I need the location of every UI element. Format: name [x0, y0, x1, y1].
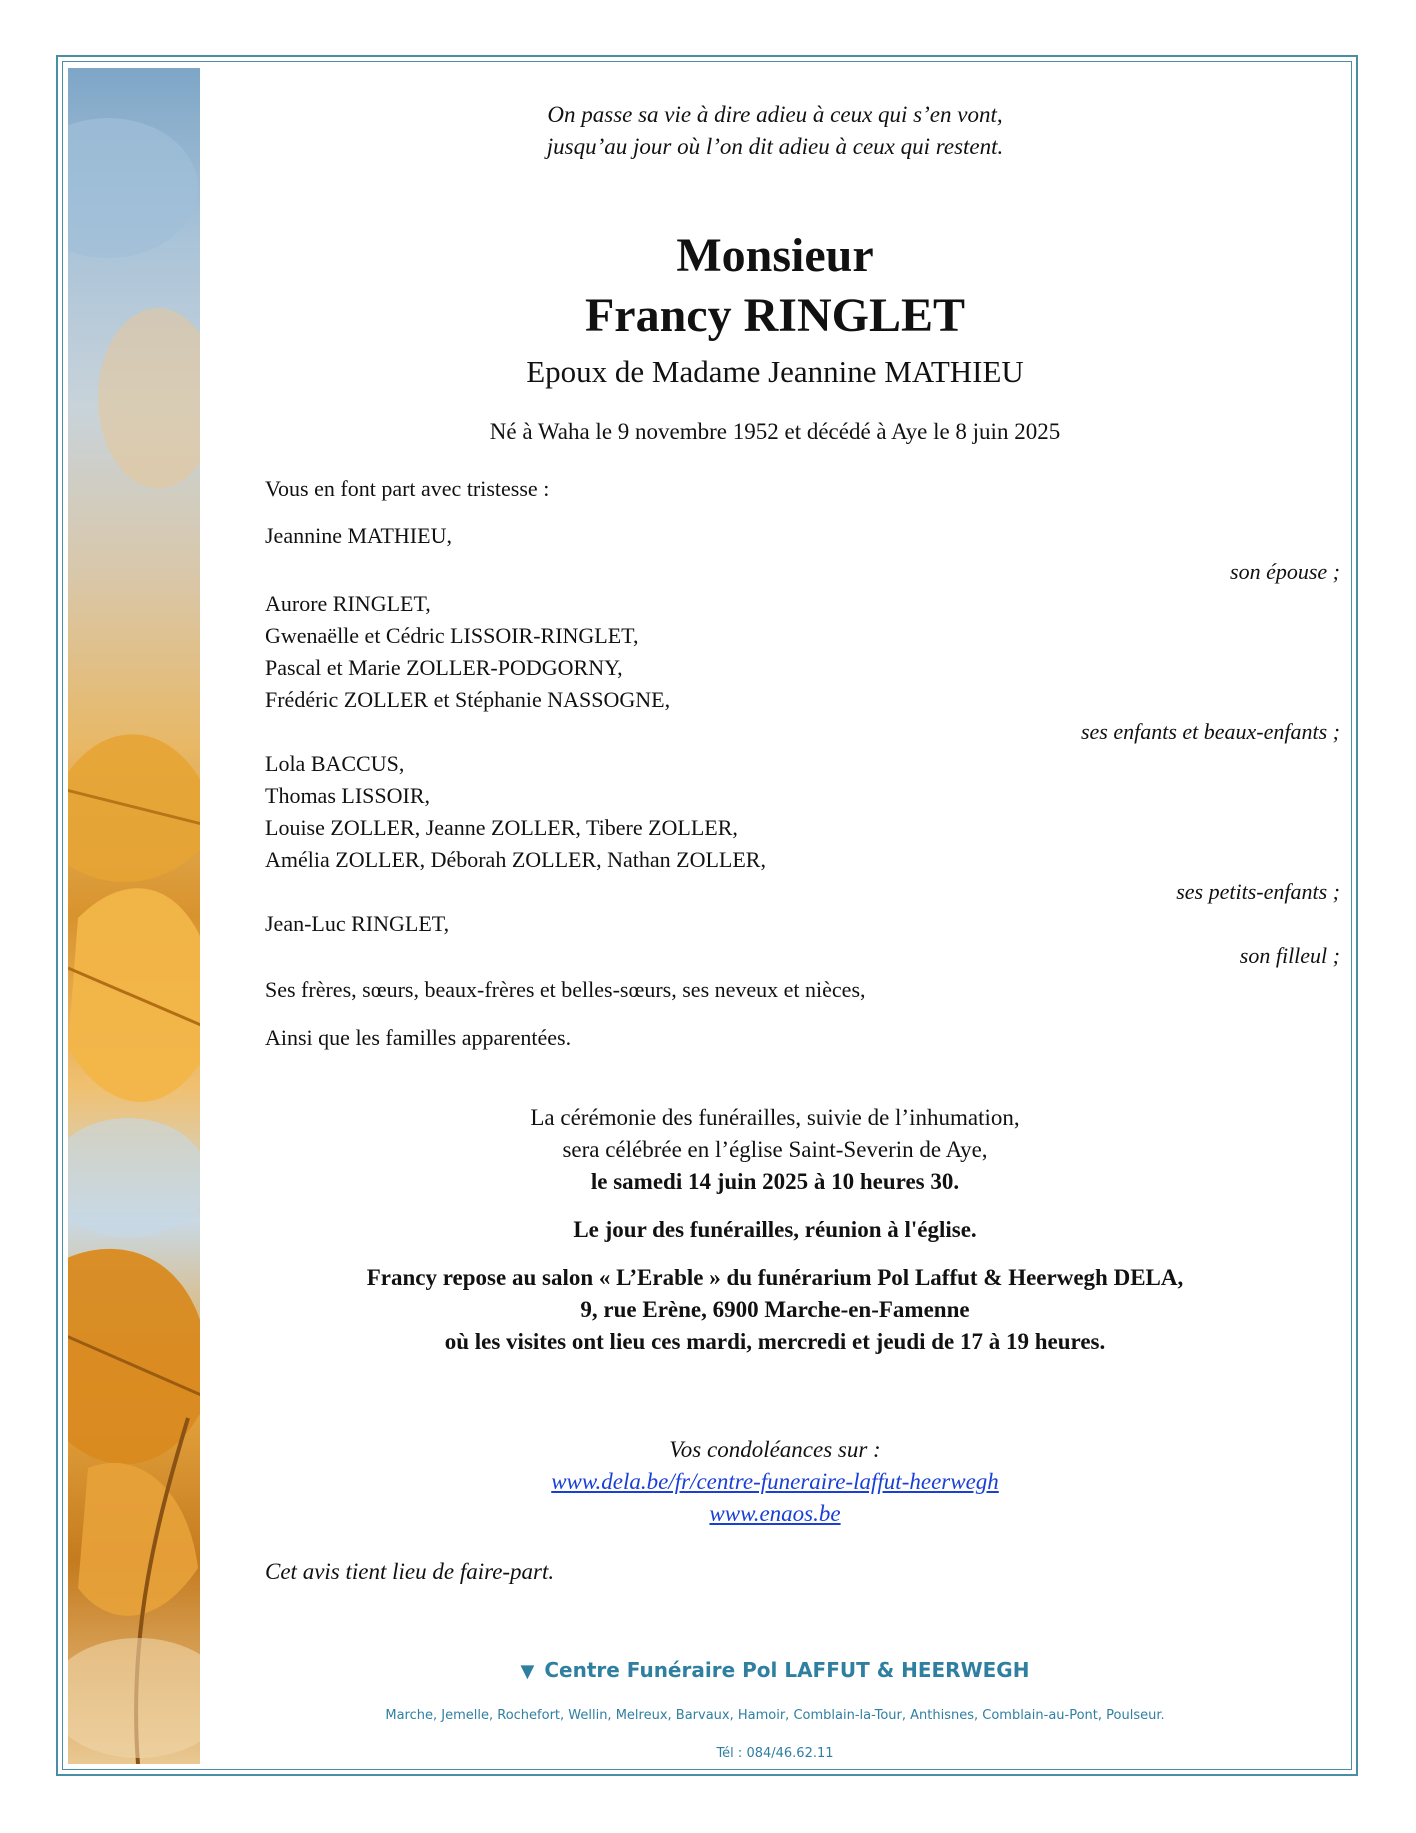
family-name: Amélia ZOLLER, Déborah ZOLLER, Nathan ZOLLER, — [265, 847, 766, 872]
condolences-link-container — [210, 1501, 1340, 1527]
family-name: Louise ZOLLER, Jeanne ZOLLER, Tibere ZOLLER, — [265, 815, 738, 840]
footer-company-name: Centre Funéraire Pol LAFFUT & HEERWEGH — [544, 1658, 1030, 1682]
condolences-link-container — [210, 1469, 1340, 1495]
birth-death-dates: Né à Waha le 9 novembre 1952 et décédé à Aye le 8 juin 2025 — [489, 419, 1061, 444]
footer-phone: Tél : 084/46.62.11 — [716, 1746, 834, 1761]
family-relation: ses petits-enfants ; — [1176, 879, 1340, 904]
family-name: Thomas LISSOIR, — [265, 783, 430, 808]
quote-line-2: jusqu’au jour où l’on dit adieu à ceux qui restent. — [546, 134, 1004, 159]
footer-locations: Marche, Jemelle, Rochefort, Wellin, Melreux, Barvaux, Hamoir, Comblain-la-Tour, Anthisnes, Comblain-au-Pont, Poulseur. — [385, 1708, 1165, 1723]
condolences-link-enaos[interactable]: www.enaos.be — [709, 1501, 841, 1526]
ceremony-datetime: le samedi 14 juin 2025 à 10 heures 30. — [590, 1169, 960, 1194]
announcement-intro: Vous en font part avec tristesse : — [265, 476, 550, 501]
quote-line-1: On passe sa vie à dire adieu à ceux qui s’en vont, — [547, 102, 1003, 127]
resting-place-address: 9, rue Erène, 6900 Marche-en-Famenne — [580, 1297, 970, 1322]
ceremony-line-2: sera célébrée en l’église Saint-Severin de Aye, — [562, 1137, 988, 1162]
family-relation: son filleul ; — [1239, 943, 1340, 968]
family-relation: ses enfants et beaux-enfants ; — [1080, 719, 1340, 744]
family-name: Pascal et Marie ZOLLER-PODGORNY, — [265, 655, 623, 680]
condolences-label: Vos condoléances sur : — [669, 1437, 881, 1462]
condolences-link-dela[interactable]: www.dela.be/fr/centre-funeraire-laffut-heerwegh — [551, 1469, 999, 1494]
resting-place-line-1: Francy repose au salon « L’Erable » du funérarium Pol Laffut & Heerwegh DELA, — [366, 1265, 1184, 1290]
deceased-title: Monsieur — [676, 229, 874, 282]
obituary-content — [210, 68, 1340, 1764]
spouse-line: Epoux de Madame Jeannine MATHIEU — [526, 354, 1024, 389]
notice-text: Cet avis tient lieu de faire-part. — [265, 1559, 555, 1584]
deceased-name: Francy RINGLET — [584, 289, 965, 342]
family-name: Jean-Luc RINGLET, — [265, 911, 450, 936]
family-relation: son épouse ; — [1230, 559, 1340, 584]
visiting-hours: où les visites ont lieu ces mardi, mercredi et jeudi de 17 à 19 heures. — [444, 1329, 1106, 1354]
autumn-leaves-image — [68, 68, 200, 1764]
related-families: Ainsi que les familles apparentées. — [265, 1025, 572, 1050]
meeting-info: Le jour des funérailles, réunion à l'église. — [573, 1217, 977, 1242]
footer-company — [210, 1658, 1340, 1682]
family-name: Lola BACCUS, — [265, 751, 405, 776]
family-name: Jeannine MATHIEU, — [265, 523, 452, 548]
family-name: Frédéric ZOLLER et Stéphanie NASSOGNE, — [265, 687, 671, 712]
family-name: Aurore RINGLET, — [265, 591, 431, 616]
triangle-down-icon: ▼ — [520, 1661, 535, 1682]
family-name: Gwenaëlle et Cédric LISSOIR-RINGLET, — [265, 623, 639, 648]
ceremony-line-1: La cérémonie des funérailles, suivie de l’inhumation, — [530, 1105, 1020, 1130]
extended-family: Ses frères, sœurs, beaux-frères et belles-sœurs, ses neveux et nièces, — [265, 977, 866, 1002]
